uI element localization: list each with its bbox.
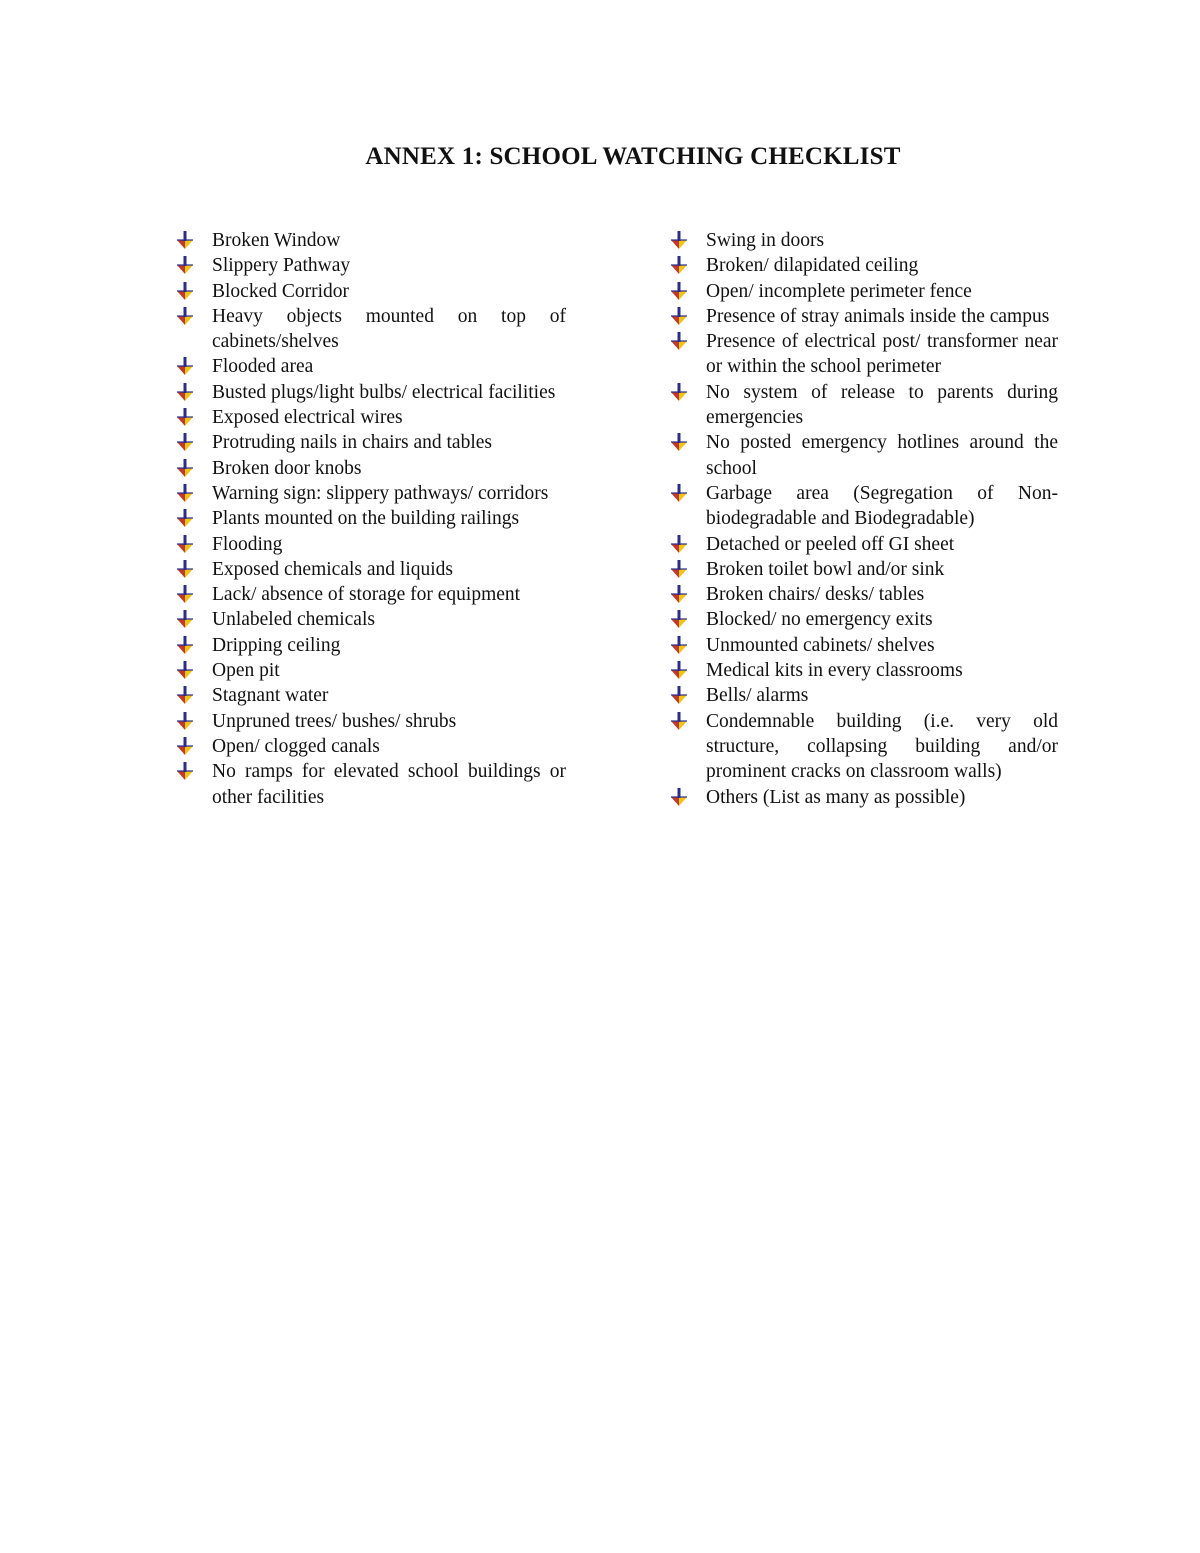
checklist-item-text: Busted plugs/light bulbs/ electrical facilities — [212, 381, 556, 403]
checklist-item-text: Swing in doors — [706, 230, 825, 251]
checklist-item-text: Detached or peeled off GI sheet — [706, 533, 955, 555]
checklist-item-text: No posted emergency hotlines around the school — [706, 432, 1058, 479]
checklist-item — [670, 430, 1058, 481]
checklist-item-text: Others (List as many as possible) — [706, 786, 966, 808]
checklist-item-text: Open/ clogged canals — [212, 735, 380, 757]
checklist-item-text: Unmounted cabinets/ shelves — [706, 634, 935, 656]
arrow-down-bullet-icon — [670, 255, 688, 275]
checklist-item — [670, 380, 1058, 431]
arrow-down-bullet-icon — [176, 660, 194, 680]
arrow-down-bullet-icon — [176, 230, 194, 250]
arrow-down-bullet-icon — [670, 230, 688, 250]
checklist-item — [670, 607, 1058, 632]
checklist-item — [176, 557, 566, 582]
arrow-down-bullet-icon — [670, 685, 688, 705]
checklist-item-text: Broken chairs/ desks/ tables — [706, 584, 925, 606]
checklist-item — [670, 228, 1058, 253]
arrow-down-bullet-icon — [176, 356, 194, 376]
arrow-down-bullet-icon — [670, 787, 688, 807]
arrow-down-bullet-icon — [176, 255, 194, 275]
checklist-item-text: Condemnable building (i.e. very old structure, collapsing building and/or prominent cracks on classroom walls) — [706, 710, 1058, 783]
checklist-item — [176, 532, 566, 557]
checklist-item-text: Protruding nails in chairs and tables — [212, 432, 492, 454]
checklist-item-text: Broken toilet bowl and/or sink — [706, 558, 945, 580]
checklist-item-text: Garbage area (Segregation of Non-biodegradable and Biodegradable) — [706, 482, 1058, 530]
checklist-item-text: Stagnant water — [212, 685, 329, 707]
checklist-item — [670, 532, 1058, 557]
arrow-down-bullet-icon — [176, 736, 194, 756]
arrow-down-bullet-icon — [176, 635, 194, 655]
checklist-item-text: Heavy objects mounted on top of cabinets/shelves — [212, 305, 566, 353]
arrow-down-bullet-icon — [176, 407, 194, 427]
arrow-down-bullet-icon — [176, 685, 194, 705]
checklist-item — [176, 658, 566, 683]
arrow-down-bullet-icon — [670, 609, 688, 629]
checklist-item — [670, 785, 1058, 810]
checklist-item — [176, 633, 566, 658]
checklist-item-text: Open/ incomplete perimeter fence — [706, 280, 972, 302]
arrow-down-bullet-icon — [176, 432, 194, 452]
checklist-item — [176, 228, 566, 253]
arrow-down-bullet-icon — [176, 609, 194, 629]
checklist-item — [176, 683, 566, 708]
checklist-item-text: Presence of electrical post/ transformer near or within the school perimeter — [706, 331, 1058, 378]
checklist-item-text: Exposed chemicals and liquids — [212, 558, 453, 580]
arrow-down-bullet-icon — [670, 711, 688, 731]
checklist-item — [670, 582, 1058, 607]
arrow-down-bullet-icon — [176, 483, 194, 503]
checklist-item — [176, 253, 566, 278]
checklist-item — [176, 734, 566, 759]
checklist-item-text: Broken door knobs — [212, 457, 362, 479]
checklist-item-text: Dripping ceiling — [212, 634, 341, 656]
checklist-item — [176, 506, 566, 531]
arrow-down-bullet-icon — [670, 432, 688, 452]
checklist-item-text: Bells/ alarms — [706, 685, 809, 707]
arrow-down-bullet-icon — [670, 331, 688, 351]
checklist-item — [176, 582, 566, 607]
arrow-down-bullet-icon — [670, 559, 688, 579]
checklist-item-text: Slippery Pathway — [212, 255, 351, 277]
checklist-left-column — [176, 228, 566, 810]
checklist-item — [670, 683, 1058, 708]
arrow-down-bullet-icon — [670, 281, 688, 301]
checklist-item-text: No ramps for elevated school buildings or other facilities — [212, 761, 566, 808]
checklist-item-text: Plants mounted on the building railings — [212, 508, 520, 530]
checklist-item — [176, 304, 566, 355]
arrow-down-bullet-icon — [176, 559, 194, 579]
arrow-down-bullet-icon — [176, 711, 194, 731]
checklist-item — [176, 481, 566, 506]
arrow-down-bullet-icon — [670, 635, 688, 655]
checklist-item-text: Unpruned trees/ bushes/ shrubs — [212, 710, 457, 732]
checklist-item — [176, 759, 566, 810]
checklist-right-column — [670, 228, 1058, 810]
arrow-down-bullet-icon — [176, 382, 194, 402]
checklist-item — [176, 380, 566, 405]
checklist-item — [176, 709, 566, 734]
checklist-item — [176, 354, 566, 379]
checklist-item — [176, 430, 566, 455]
checklist-item — [176, 405, 566, 430]
checklist-item-text: Presence of stray animals inside the campus — [706, 305, 1050, 327]
checklist-item — [670, 633, 1058, 658]
checklist-item — [176, 279, 566, 304]
arrow-down-bullet-icon — [670, 660, 688, 680]
arrow-down-bullet-icon — [176, 306, 194, 326]
arrow-down-bullet-icon — [176, 281, 194, 301]
checklist-item-text: No system of release to parents during emergencies — [706, 381, 1058, 429]
checklist-item — [670, 304, 1058, 329]
checklist-item-text: Exposed electrical wires — [212, 407, 403, 429]
arrow-down-bullet-icon — [176, 508, 194, 528]
arrow-down-bullet-icon — [670, 306, 688, 326]
checklist-item — [176, 607, 566, 632]
checklist-item-text: Flooding — [212, 533, 283, 555]
checklist-item — [670, 481, 1058, 532]
checklist-item-text: Blocked Corridor — [212, 280, 350, 302]
checklist-item — [176, 456, 566, 481]
checklist-item — [670, 658, 1058, 683]
arrow-down-bullet-icon — [176, 761, 194, 781]
arrow-down-bullet-icon — [670, 584, 688, 604]
checklist-item-text: Flooded area — [212, 356, 314, 378]
checklist-item-text: Warning sign: slippery pathways/ corridors — [212, 482, 549, 504]
checklist-item-text: Unlabeled chemicals — [212, 609, 375, 631]
arrow-down-bullet-icon — [670, 483, 688, 503]
arrow-down-bullet-icon — [176, 458, 194, 478]
checklist-item-text: Lack/ absence of storage for equipment — [212, 584, 521, 606]
checklist-item — [670, 253, 1058, 278]
checklist-item-text: Broken/ dilapidated ceiling — [706, 255, 919, 277]
page-title: ANNEX 1: SCHOOL WATCHING CHECKLIST — [365, 143, 901, 170]
checklist-item-text: Medical kits in every classrooms — [706, 660, 963, 682]
checklist-item-text: Open pit — [212, 660, 280, 682]
checklist-item-text: Blocked/ no emergency exits — [706, 609, 933, 631]
checklist-item — [670, 557, 1058, 582]
arrow-down-bullet-icon — [176, 584, 194, 604]
arrow-down-bullet-icon — [176, 534, 194, 554]
arrow-down-bullet-icon — [670, 534, 688, 554]
checklist-item — [670, 329, 1058, 380]
checklist-item-text: Broken Window — [212, 230, 341, 251]
checklist-item — [670, 709, 1058, 785]
arrow-down-bullet-icon — [670, 382, 688, 402]
checklist-item — [670, 279, 1058, 304]
